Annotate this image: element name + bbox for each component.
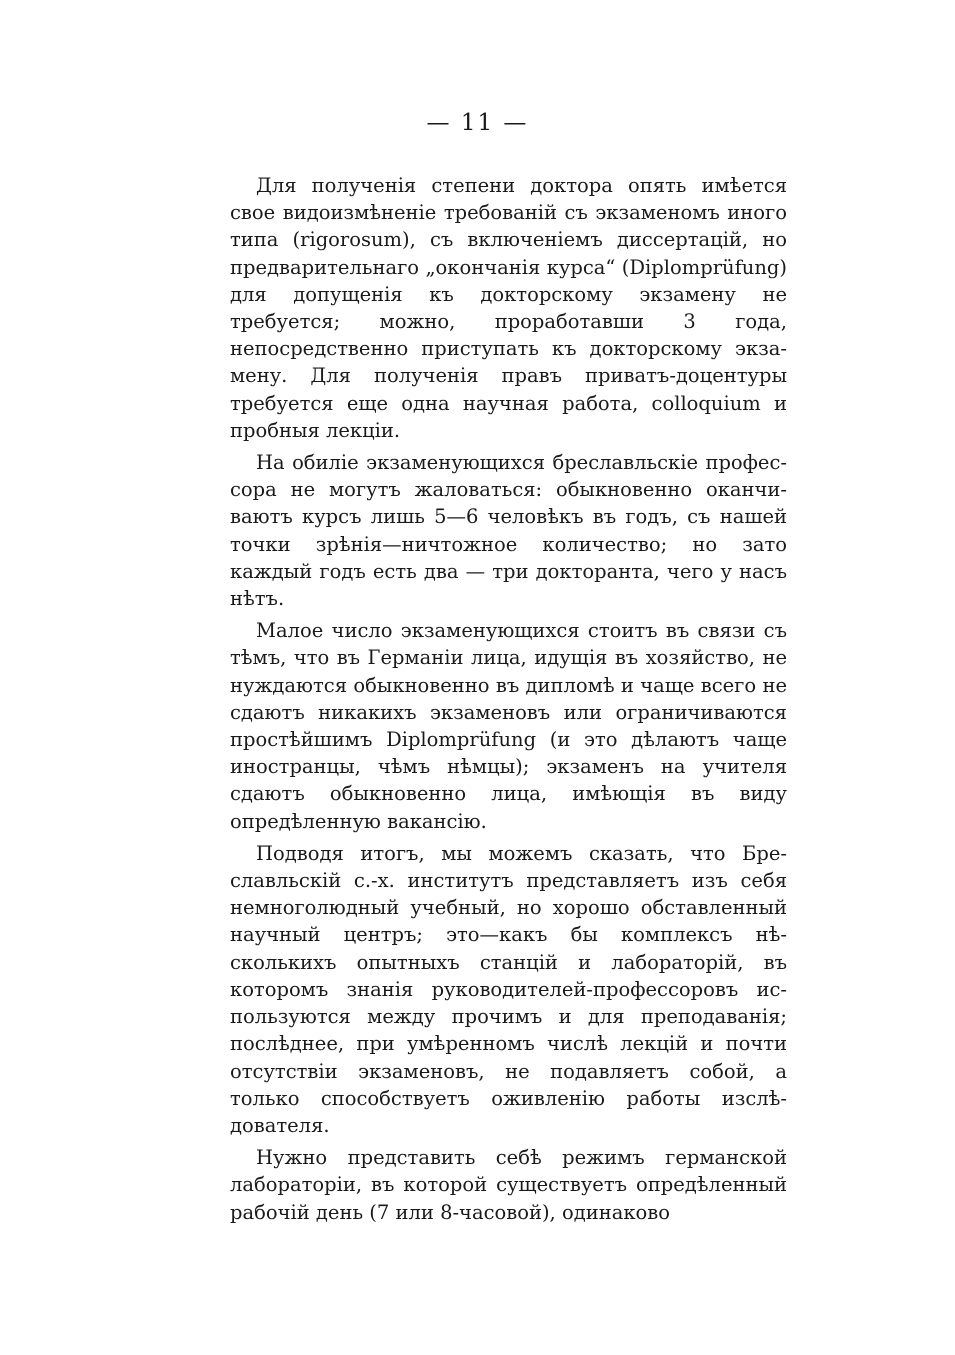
page-number: — 11 — xyxy=(426,110,529,136)
body-text xyxy=(230,172,787,1231)
paragraph-few-examinees-reason: Малое число экзаменующихся стоитъ въ связи съ тѣмъ, что въ Германіи лица, идущія въ хозяйство, не нуждаются обыкновенно въ дипломѣ и чаще всего не сдаютъ никакихъ экзаменовъ или ограничиваются простѣйшимъ Diplomprüfung (и это дѣлаютъ чаще иностранцы, чѣмъ нѣмцы); экзаменъ на учителя сдаютъ обыкновенно лица, имѣющія въ виду опредѣленную вакансію. xyxy=(230,619,787,833)
paragraph-summary: Подводя итогъ, мы можемъ сказать, что Бреславльскій с.-х. институтъ представляетъ изъ себя немноголюдный учебный, но хорошо обставленный научный центръ; это—какъ бы комплексъ нѣсколькихъ опытныхъ станцій и лабораторій, въ которомъ знанія руководителей-профессоровъ используются между прочимъ и для преподаванія; послѣднее, при умѣренномъ числѣ лекцій и почти отсутствіи экзаменовъ, не подавляетъ собой, а только способствуетъ оживленію работы изслѣдователя. xyxy=(230,841,787,1137)
paragraph-laboratory-regime: Нужно представить себѣ режимъ германской лабораторіи, въ которой существуетъ опредѣленный рабочій день (7 или 8-часовой), одинаково xyxy=(230,1146,787,1224)
paragraph-doctorate-requirements: Для полученія степени доктора опять имѣется свое видоизмѣненіе требованій съ экзаменомъ иного типа (rigorosum), съ включеніемъ диссертацій, но предварительнаго „окончанія курса“ (Diplomprüfung) для допущенія къ докторскому экзамену не требуется; можно, проработавши 3 года, непосредственно приступать къ докторскому экзамену. Для полученія правъ приватъ-доцентуры требуется еще одна научная работа, colloquium и пробныя лекціи. xyxy=(230,174,787,442)
paragraph-examinee-numbers: На обиліе экзаменующихся бреславльскіе профессора не могутъ жаловаться: обыкновенно оканчиваютъ курсъ лишь 5—6 человѣкъ въ годъ, съ нашей точки зрѣнія—ничтожное количество; но зато каждый годъ есть два — три докторанта, чего у насъ нѣтъ. xyxy=(230,451,787,611)
